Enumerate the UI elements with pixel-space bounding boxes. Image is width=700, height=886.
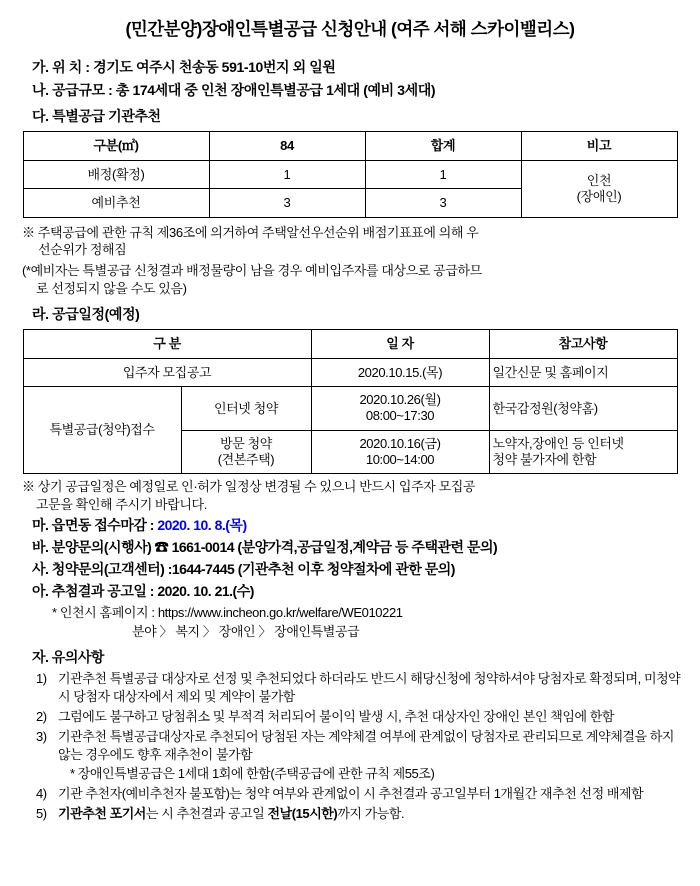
- row-label-allocated: 배정(확정): [23, 160, 209, 189]
- visit-date: 2020.10.16(금): [359, 435, 441, 451]
- notice-sub-note: * 장애인특별공급은 1세대 1회에 한함(주택공급에 관한 규칙 제55조): [70, 766, 435, 782]
- col-header-total: 합계: [365, 132, 521, 161]
- row-label-reserve: 예비추천: [23, 189, 209, 218]
- supply-table: [23, 131, 678, 218]
- cell-sub-internet: 인터넷 청약: [181, 387, 311, 431]
- cell-div-special-supply: 특별공급(청약)접수: [23, 387, 181, 474]
- location-label: 가. 위 치 :: [32, 58, 90, 75]
- cell-allocated-84: 1: [209, 160, 365, 189]
- item-result-label: 아. 추첨결과 공고일 :: [32, 582, 154, 599]
- col-header-ref: 참고사항: [489, 330, 677, 359]
- supply-scale-value: 총 174세대 중 인천 장애인특별공급 1세대 (예비 3세대): [115, 81, 436, 98]
- cell-reserve-84: 3: [209, 189, 365, 218]
- note-schedule-change: [14, 478, 686, 513]
- notice-text: 기관추천 특별공급대상자로 추천되어 당첨된 자는 계약체결 여부에 관계없이 당첨자로 관리되므로 계약체결을 하지 않는 경우에도 향후 재추천이 불가함: [58, 728, 674, 762]
- item-deadline-value: 2020. 10. 8.(목): [157, 517, 247, 534]
- supply-scale-label: 나. 공급규모 :: [32, 81, 113, 98]
- cell-ref-internet: 한국감정원(청약홈): [489, 387, 677, 431]
- col-header-division: 구분(㎡): [23, 132, 209, 161]
- remark-line-2: (장애인): [576, 188, 622, 204]
- notice-text: 기관추천 특별공급 대상자로 선정 및 추천되었다 하더라도 반드시 해당신청에 청약하셔야 당첨자로 확정되며, 미청약 시 당첨자 대상자에서 제외 및 계약이 불가함: [58, 670, 681, 704]
- notice-number: 4): [36, 785, 47, 801]
- list-item: [36, 785, 686, 803]
- note-rule-36-line2: 선순위가 정해짐: [38, 242, 127, 258]
- col-header-div: 구 분: [23, 330, 311, 359]
- notice-number: 1): [36, 670, 47, 686]
- item-subscription-inquiry-value: (기관추천 이후 청약절차에 관한 문의): [237, 560, 455, 577]
- notice-text-bold-1: 기관추천 포기서: [58, 805, 146, 821]
- visit-ref-line2: 청약 불가자에 한함: [492, 451, 597, 467]
- location-value: 경기도 여주시 천송동 591-10번지 외 일원: [93, 58, 336, 75]
- cell-sub-visit: [181, 430, 311, 474]
- cell-reserve-total: 3: [365, 189, 521, 218]
- note-reserve: [14, 262, 686, 297]
- table-header-row: [23, 132, 677, 161]
- list-item: [36, 728, 686, 764]
- internet-date: 2020.10.26(월): [359, 392, 441, 408]
- schedule-row-announcement: [23, 358, 677, 387]
- location-line: [14, 58, 686, 77]
- item-deadline: [14, 516, 686, 535]
- cell-date-visit: [311, 430, 489, 474]
- supply-scale-line: [14, 81, 686, 100]
- cell-remark: [521, 160, 677, 217]
- item-sales-inquiry: [14, 538, 686, 557]
- page-title: (민간분양)장애인특별공급 신청안내 (여주 서해 스카이밸리스): [125, 19, 575, 39]
- schedule-header-row: [23, 330, 677, 359]
- section-notices: 자. 유의사항: [32, 648, 104, 665]
- note-reserve-line2: 로 선정되지 않을 수도 있음): [36, 280, 187, 296]
- notice-number: 3): [36, 728, 47, 744]
- list-item: [36, 708, 686, 726]
- list-item: [36, 670, 686, 706]
- cell-date-internet: [311, 387, 489, 431]
- schedule-table: [23, 329, 678, 474]
- col-header-remark: 비고: [521, 132, 677, 161]
- visit-label: 방문 청약: [220, 435, 272, 451]
- notice-list-continued: [14, 785, 686, 823]
- col-header-date: 일 자: [311, 330, 489, 359]
- col-header-84: 84: [209, 132, 365, 161]
- item-subscription-inquiry: [14, 560, 686, 579]
- visit-ref-line1: 노약자,장애인 등 인터넷: [492, 435, 624, 451]
- cell-ref-visit: [489, 430, 677, 474]
- notice-number: 2): [36, 708, 47, 724]
- item-result-announcement: [14, 582, 686, 601]
- notice-text-bold-2: 전날(15시한): [267, 805, 338, 821]
- section-schedule: 라. 공급일정(예정): [32, 306, 140, 323]
- item-sales-inquiry-value: (분양가격,공급일정,계약금 등 주택관련 문의): [237, 539, 498, 556]
- note-rule-36: [14, 224, 686, 259]
- notice-text-end: 까지 가능함.: [337, 805, 405, 821]
- notice-number: 5): [36, 805, 47, 821]
- schedule-row-internet: [23, 387, 677, 431]
- note-reserve-line1: (*예비자는 특별공급 신청결과 배정물량이 남을 경우 예비입주자를 대상으로 공급하므: [22, 263, 482, 279]
- remark-line-1: 인천: [586, 172, 612, 188]
- list-item: [36, 805, 686, 823]
- visit-sublabel: (견본주택): [217, 451, 275, 467]
- homepage-line: * 인천시 홈페이지 : https://www.incheon.go.kr/welfare/WE010221: [52, 604, 403, 620]
- section-special-supply: 다. 특별공급 기관추천: [32, 108, 161, 125]
- notice-text: 그럼에도 불구하고 당첨취소 및 부적격 처리되어 불이익 발생 시, 추천 대상자인 장애인 본인 책임에 한함: [58, 708, 614, 724]
- internet-time: 08:00~17:30: [365, 408, 435, 424]
- notice-text: 기관 추천자(예비추천자 불포함)는 청약 여부와 관계없이 시 추천결과 공고일부터 1개월간 재추천 선정 배제함: [58, 785, 644, 801]
- note-schedule-line1: ※ 상기 공급일정은 예정일로 인·허가 일정상 변경될 수 있으니 반드시 입주자 모집공: [22, 479, 476, 495]
- cell-allocated-total: 1: [365, 160, 521, 189]
- homepage-path: 분야 〉 복지 〉 장애인 〉 장애인특별공급: [132, 624, 360, 640]
- notice-text-mid: 는 시 추천결과 공고일: [145, 805, 268, 821]
- table-row: [23, 160, 677, 189]
- item-subscription-inquiry-label: 사. 청약문의(고객센터) :1644-7445: [32, 560, 235, 577]
- note-rule-36-line1: ※ 주택공급에 관한 규칙 제36조에 의거하여 주택알선우선순위 배점기표표에 의해 우: [22, 224, 479, 240]
- note-schedule-line2: 고문을 확인해 주시기 바랍니다.: [36, 496, 207, 512]
- cell-ref-announcement: 일간신문 및 홈페이지: [489, 358, 677, 387]
- cell-div-announcement: 입주자 모집공고: [23, 358, 311, 387]
- item-result-value: 2020. 10. 21.(수): [157, 582, 254, 599]
- item-deadline-label: 마. 읍면동 접수마감 :: [32, 517, 154, 534]
- item-sales-inquiry-label: 바. 분양문의(시행사) ☎ 1661-0014: [32, 539, 235, 556]
- cell-date-announcement: 2020.10.15.(목): [311, 358, 489, 387]
- visit-time: 10:00~14:00: [365, 451, 435, 467]
- notice-list: [14, 670, 686, 764]
